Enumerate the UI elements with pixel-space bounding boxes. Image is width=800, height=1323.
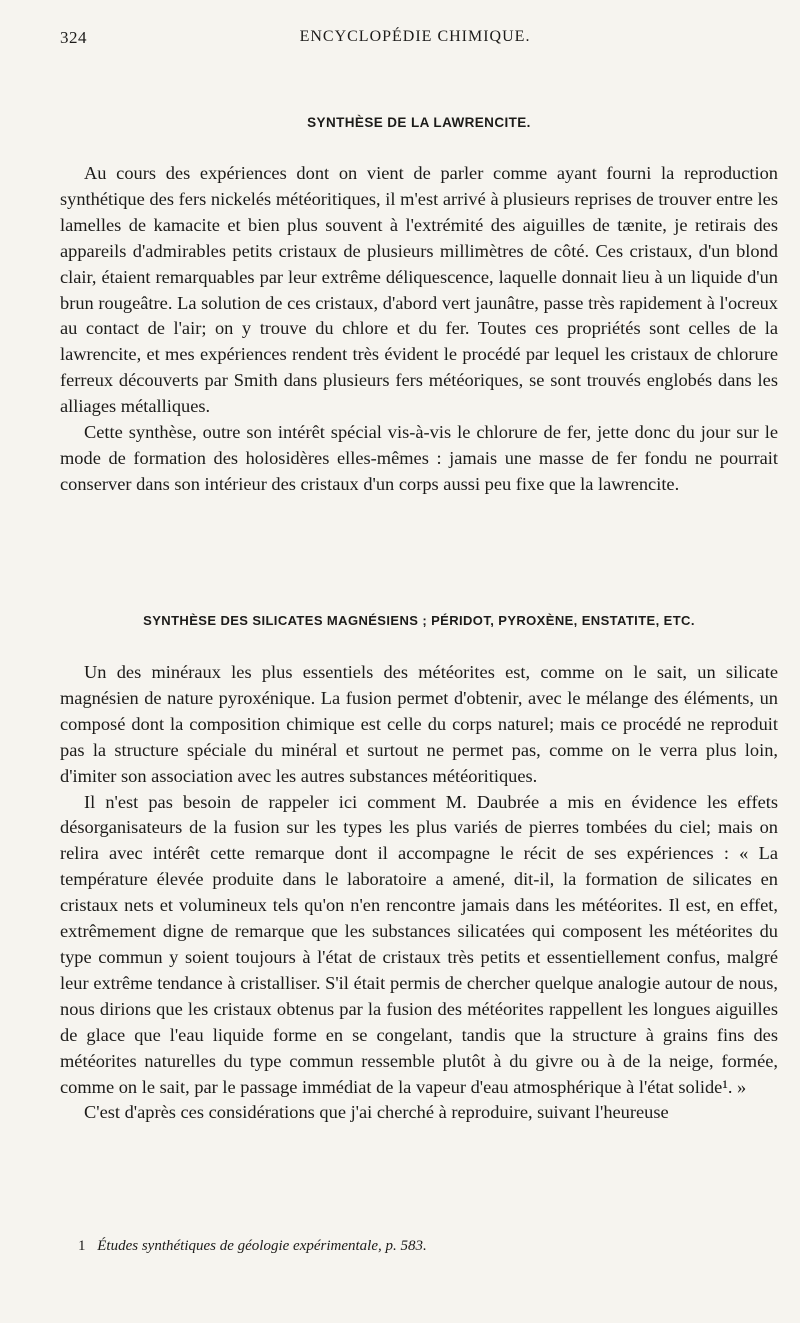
footnote-text: Études synthétiques de géologie expérimentale, p. 583.	[97, 1238, 427, 1254]
page-header	[60, 28, 770, 50]
section-heading-lawrencite: SYNTHÈSE DE LA LAWRENCITE.	[307, 115, 531, 130]
footnote	[78, 1236, 778, 1256]
paragraph: Au cours des expériences dont on vient de parler comme ayant fourni la reproduction synthétique des fers nickelés météoritiques, il m'est arrivé à plusieurs reprises de trouver entre les lamelles de kamacite et bien plus souvent à l'extrémité des aiguilles de tænite, je retirais des appareils d'admirables petits cristaux de plusieurs millimètres de côté. Ces cristaux, d'un blond clair, étaient remarquables par leur extrême déliquescence, laquelle donnait lieu à un liquide d'un brun rougeâtre. La solution de ces cristaux, d'abord vert jaunâtre, passe très rapidement à l'ocreux au contact de l'air; on y trouve du chlore et du fer. Toutes ces propriétés sont celles de la lawrencite, et mes expériences rendent très évident le procédé par lequel les cristaux de chlorure ferreux découverts par Smith dans plusieurs fers météoriques, se sont trouvés englobés dans les alliages métalliques.	[60, 163, 778, 417]
paragraph: C'est d'après ces considérations que j'ai cherché à reproduire, suivant l'heureuse	[84, 1102, 669, 1123]
running-title: ENCYCLOPÉDIE CHIMIQUE.	[299, 28, 531, 45]
section-heading-silicates: SYNTHÈSE DES SILICATES MAGNÉSIENS ; PÉRIDOT, PYROXÈNE, ENSTATITE, ETC.	[143, 613, 695, 628]
paragraph: Un des minéraux les plus essentiels des météorites est, comme on le sait, un silicate magnésien de nature pyroxénique. La fusion permet d'obtenir, avec le mélange des éléments, un composé dont la composition chimique est celle du corps naturel; mais ce procédé ne reproduit pas la structure spéciale du minéral et surtout ne permet pas, comme on le verra plus loin, d'imiter son association avec les autres substances météoritiques.	[60, 662, 778, 786]
page-number: 324	[60, 28, 87, 47]
footnote-number: 1	[78, 1238, 86, 1254]
section-body-silicates	[60, 660, 778, 1126]
paragraph: Il n'est pas besoin de rappeler ici comment M. Daubrée a mis en évidence les effets désorganisateurs de la fusion sur les types les plus variés de pierres tombées du ciel; mais on relira avec intérêt cette remarque dont il accompagne le récit de ses expériences : « La température élevée produite dans le laboratoire a amené, dit-il, la formation de silicates en cristaux nets et volumineux tels qu'on n'en rencontre jamais dans les météorites. Il est, en effet, extrêmement digne de remarque que les substances silicatées qui composent les météorites du type commun y soient toujours à l'état de cristaux très petits et essentiellement confus, malgré leur extrême tendance à cristalliser. S'il était permis de chercher quelque analogie autour de nous, nous dirions que les cristaux obtenus par la fusion des météorites rappellent les longues aiguilles de glace que l'eau liquide forme en se congelant, tandis que la structure à grains fins des météorites naturelles du type commun ressemble plutôt à du givre ou à de la neige, formée, comme on le sait, par le passage immédiat de la vapeur d'eau atmosphérique à l'état solide¹. »	[60, 791, 778, 1097]
paragraph: Cette synthèse, outre son intérêt spécial vis-à-vis le chlorure de fer, jette donc du jour sur le mode de formation des holosidères elles-mêmes : jamais une masse de fer fondu ne pourrait conserver dans son intérieur des cristaux d'un corps aussi peu fixe que la lawrencite.	[60, 422, 778, 494]
section-body-lawrencite	[60, 161, 778, 498]
